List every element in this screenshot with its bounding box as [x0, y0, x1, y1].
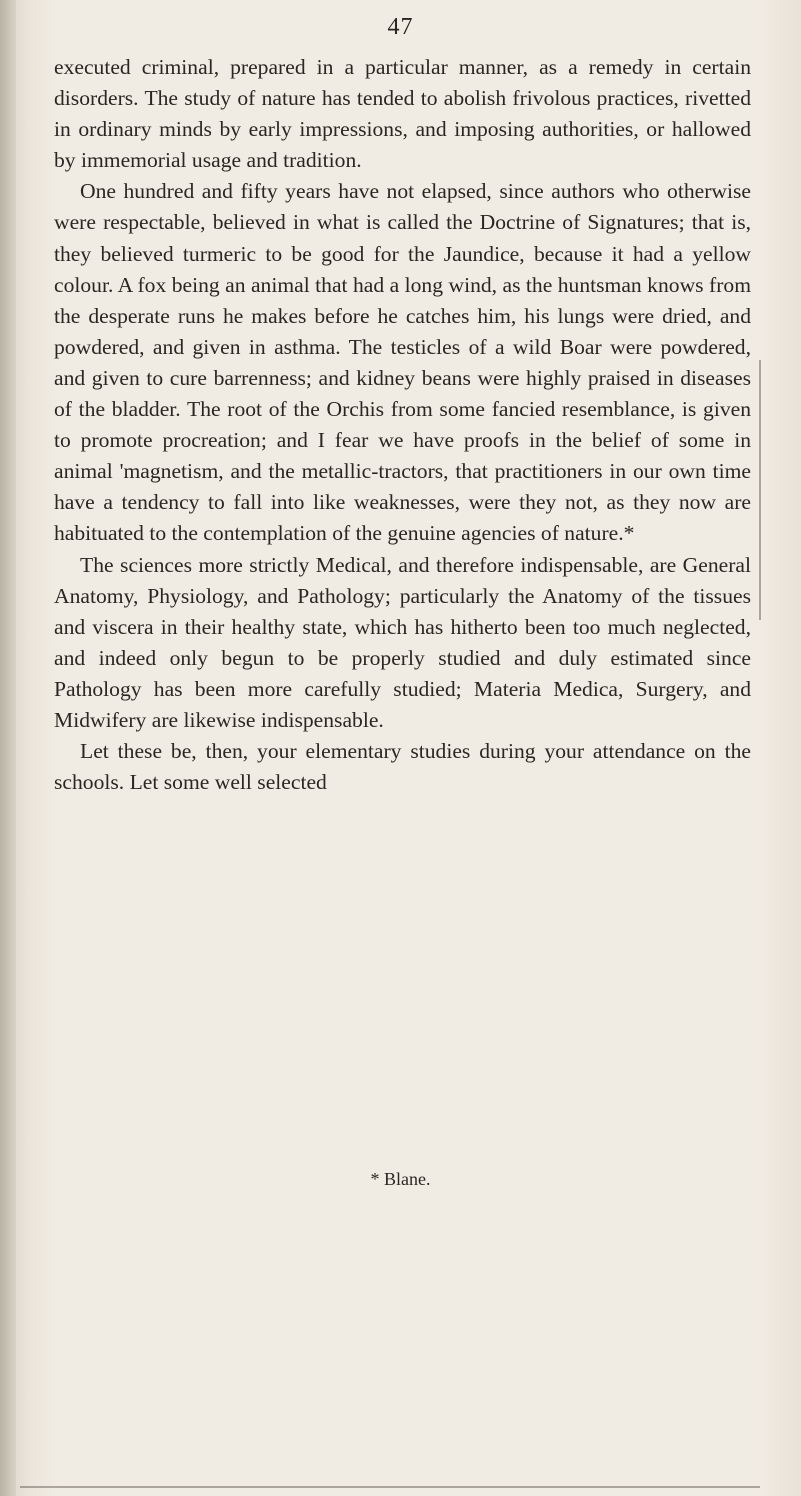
- page-edge-marks: [756, 360, 761, 620]
- paragraph-3: The sciences more strictly Medical, and therefore indispensable, are General Anatomy, Physiology, and Pathology; particularly the Anatomy of the tissues and viscera in their healthy state, which has hitherto been too much neglected, and indeed only begun to be properly studied and duly estimated since Pathology has been more carefully studied; Materia Medica, Surgery, and Midwifery are likewise indispensable.: [54, 552, 751, 732]
- footnote: * Blane.: [370, 1169, 431, 1189]
- paragraph-4: Let these be, then, your elementary studies during your attendance on the schools. Let some well selected: [54, 739, 751, 795]
- page-gutter: [0, 0, 16, 1496]
- body-text: [54, 52, 751, 798]
- page-bottom-edge: [20, 1486, 760, 1488]
- paragraph-2: One hundred and fifty years have not elapsed, since authors who otherwise were respectable, believed in what is called the Doctrine of Signatures; that is, they believed turmeric to be good for the Jaundice, because it had a yellow colour. A fox being an animal that had a long wind, as the huntsman knows from the desperate runs he makes before he catches him, his lungs were dried, and powdered, and given in asthma. The testicles of a wild Boar were powdered, and given to cure barrenness; and kidney beans were highly praised in diseases of the bladder. The root of the Orchis from some fancied resemblance, is given to promote procreation; and I fear we have proofs in the belief of some in animal 'magnetism, and the metallic-tractors, that practitioners in our own time have a tendency to fall into like weaknesses, were they not, as they now are habituated to the contemplation of the genuine agencies of nature.*: [54, 179, 751, 546]
- paragraph-1: executed criminal, prepared in a particular manner, as a remedy in certain disorders. The study of nature has tended to abolish frivolous practices, rivetted in ordinary minds by early impressions, and imposing authorities, or hallowed by immemorial usage and tradition.: [54, 55, 751, 173]
- page-number: 47: [387, 14, 414, 40]
